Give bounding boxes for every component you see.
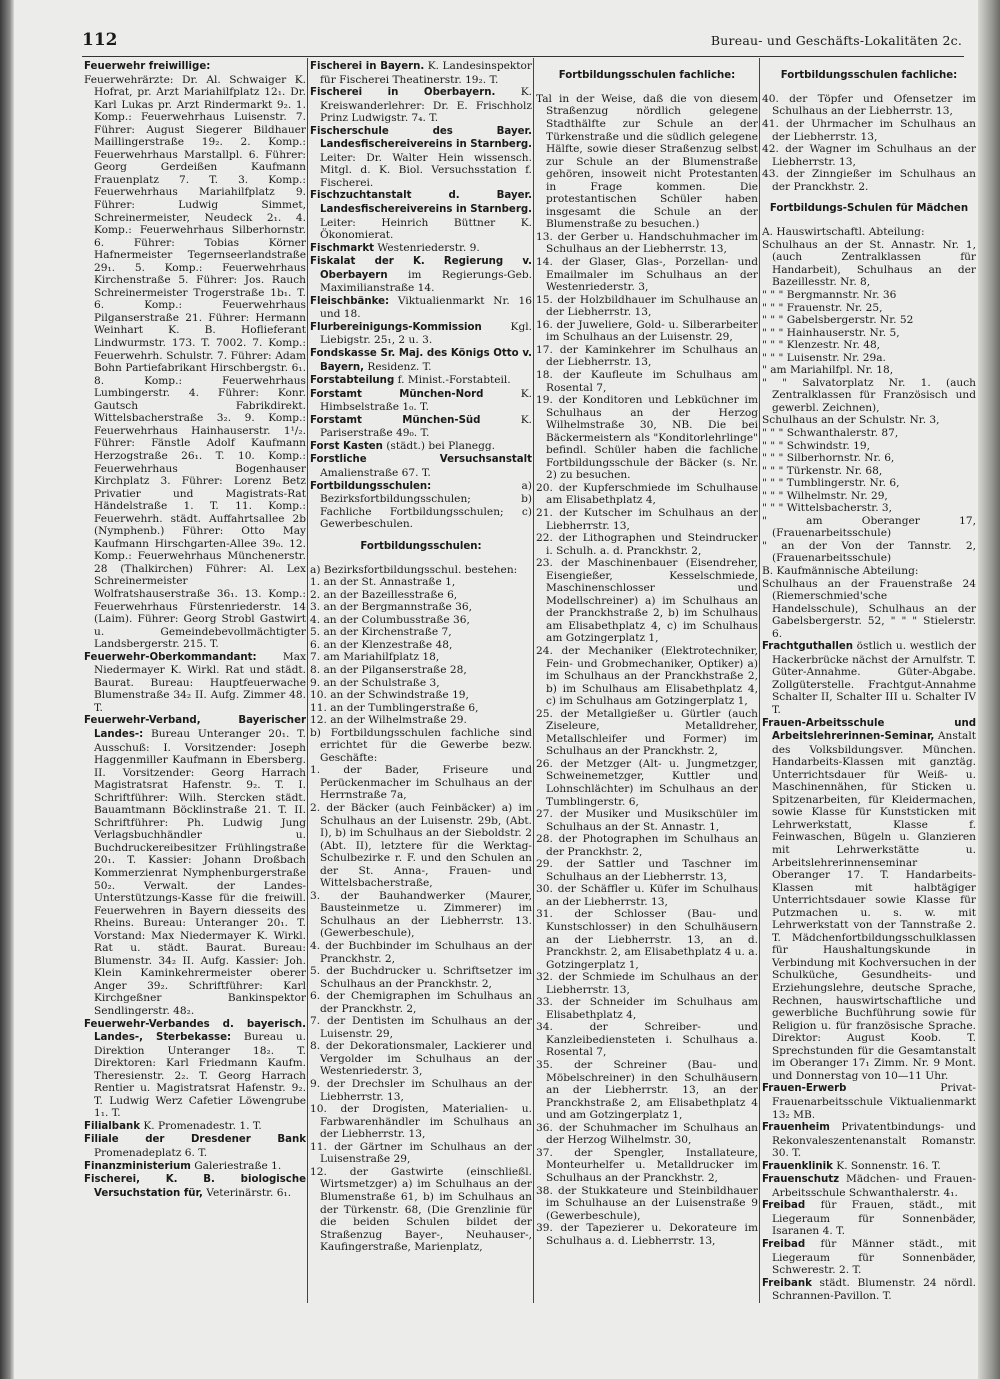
directory-entry bbox=[762, 118, 976, 143]
directory-entry bbox=[762, 1173, 976, 1199]
directory-entry bbox=[536, 231, 758, 256]
entry-text: " " " Wittelsbacherstr. 3, bbox=[762, 502, 893, 515]
entry-text: 22. der Lithographen und Steindrucker i. Schulh. a. d. Pranckhstr. 2, bbox=[536, 532, 758, 557]
directory-entry bbox=[84, 74, 306, 651]
entry-text: 8. an der Pilganserstraße 28, bbox=[310, 663, 467, 676]
entry-text: Schulhaus an der St. Annastr. Nr. 1, (auch Zentralklassen für Handarbeit), Schulhaus an der Bazeillesstr. Nr. 8, bbox=[762, 238, 976, 289]
directory-entry bbox=[536, 394, 758, 482]
directory-entry bbox=[536, 996, 758, 1021]
directory-entry bbox=[310, 255, 532, 295]
directory-entry bbox=[310, 601, 532, 614]
directory-entry bbox=[310, 440, 532, 454]
directory-entry bbox=[536, 1185, 758, 1223]
directory-entry bbox=[762, 1199, 976, 1238]
directory-entry bbox=[310, 965, 532, 990]
entry-text: 5. an der Kirchenstraße 7, bbox=[310, 626, 452, 639]
directory-entry bbox=[762, 1082, 976, 1121]
directory-entry bbox=[536, 758, 758, 808]
entry-text: Schulhaus an der Schulstr. Nr. 3, bbox=[762, 414, 940, 427]
directory-entry bbox=[536, 93, 758, 231]
entry-text: (städt.) bei Planegg. bbox=[382, 439, 495, 452]
entry-heading: Fortbildungsschulen: bbox=[310, 480, 432, 492]
entry-text: Galeriestraße 1. bbox=[190, 1159, 282, 1172]
directory-entry bbox=[762, 143, 976, 168]
text-column-3 bbox=[536, 60, 758, 1360]
directory-entry bbox=[84, 1018, 306, 1120]
section-heading bbox=[762, 70, 976, 83]
entry-text: 12. an der Wilhelmstraße 29. bbox=[310, 714, 467, 727]
directory-entry bbox=[762, 578, 976, 641]
directory-entry bbox=[310, 242, 532, 256]
directory-entry bbox=[310, 651, 532, 664]
entry-text: a) Bezirksfortbildungsschulen; b) Fachliche Fortbildungsschulen; c) Gewerbeschulen. bbox=[320, 479, 532, 531]
entry-heading: Fleischbänke: bbox=[310, 295, 390, 307]
entry-heading: Fortbildungsschulen: bbox=[360, 540, 482, 552]
entry-text: Leiter: Dr. Walter Hein wissensch. Mitgl. d. K. Biol. Versuchsstation f. Fischerei. bbox=[320, 151, 532, 189]
entry-text: " " " Klenzestr. Nr. 48, bbox=[762, 339, 881, 352]
directory-entry bbox=[310, 639, 532, 652]
page-number: 112 bbox=[82, 30, 118, 50]
entry-text: Max Niedermayer K. Wirkl. Rat und städt. Baurat. Bureau: Hauptfeuerwache Blumenstraße 34₂ II. Aufg. Zimmer 48. T. bbox=[94, 650, 306, 714]
entry-text: 10. an der Schwindstraße 19, bbox=[310, 689, 469, 702]
directory-entry bbox=[762, 302, 976, 315]
directory-entry bbox=[536, 344, 758, 369]
running-head: Bureau- und Geschäfts-Lokalitäten 2c. bbox=[710, 33, 962, 48]
entry-text: " am Mariahilfpl. Nr. 18, bbox=[762, 364, 894, 377]
entry-text: 4. der Buchbinder im Schulhaus an der Pranckhstr. 2, bbox=[310, 940, 532, 965]
entry-heading: Forstamt München-Süd bbox=[310, 414, 481, 426]
entry-text: 4. an der Columbusstraße 36, bbox=[310, 613, 470, 626]
directory-entry bbox=[310, 589, 532, 602]
entry-text: 8. der Dekorationsmaler, Lackierer und Vergolder im Schulhaus an der Westenriederstr. 3, bbox=[310, 1040, 532, 1078]
entry-text: 30. der Schäffler u. Küfer im Schulhaus an der Liebherrstr. 13, bbox=[536, 883, 758, 908]
directory-entry bbox=[84, 651, 306, 715]
entry-heading: Fortbildungsschulen fachliche: bbox=[780, 70, 958, 82]
directory-entry bbox=[762, 502, 976, 515]
entry-text: 24. der Mechaniker (Elektrotechniker, Fein- und Grobmechaniker, Optiker) a) im Schulhaus an der Pranckhstraße 2, b) im Schulhaus am Elisabethplatz 4, c) im Schulhaus am Gotzingerplatz 1, bbox=[536, 644, 758, 708]
entry-text: b) Fortbildungsschulen fachliche sind errichtet für die Gewerbe bezw. Geschäfte: bbox=[310, 726, 532, 764]
directory-entry bbox=[310, 626, 532, 639]
entry-text: " " " Hainhauserstr. Nr. 5, bbox=[762, 326, 900, 339]
entry-text: " " " Silberhornstr. Nr. 6, bbox=[762, 452, 895, 465]
entry-text: 29. der Sattler und Taschner im Schulhaus an der Liebherrstr. 13, bbox=[536, 858, 758, 883]
entry-text: 1. an der St. Annastraße 1, bbox=[310, 576, 456, 589]
directory-entry bbox=[762, 289, 976, 302]
directory-entry bbox=[310, 86, 532, 125]
entry-text: K. Landesinspektor für Fischerei Theatinerstr. 19₂. T. bbox=[320, 60, 532, 86]
entry-text: Feuerwehrärzte: Dr. Al. Schwaiger K. Hofrat, pr. Arzt Mariahilfplatz 12₁. Dr. Karl Lukas pr. Arzt Rindermarkt 9₂. 1. Komp.: Feuerwehrhaus Luisenstr. 7. Führer: August Siegerer Bildhauer Maillingerstraße 19₂. 2. Komp.: Feuerwehrhaus Marstallpl. 6. Führer: Georg Gerdeißen Kaufmann Frauenplatz 7. T. 3. Komp.: Feuerwehrhaus Mariahilfplatz 9. Führer: Ludwig Simmet, Schreinermeister, Neudeck 2₁. 4. Komp.: Feuerwehrhaus Silberhornstr. 6. Führer: Tobias Körner Hafnermeister Tegernseerlandstraße 29₁. 5. Komp.: Feuerwehrhaus Kirchenstraße 5. Führer: Jos. Rauch Schreinermeister Trogerstraße 1b₁. T. 6. Komp.: Feuerwehrhaus Pilganserstraße 21. Führer: Hermann Weinhart K. B. Hoflieferant Lindwurmstr. 173. T. 7002. 7. Komp.: Feuerwehrh. Schulstr. 7. Führer: Adam Bohn Partiefabrikant Hirschbergstr. 6₁. 8. Komp.: Feuerwehrhaus Lumbingerstr. 4. Führer: Konr. Gautsch Fabrikdirekt. Wittelsbacherstraße 3₂. 9. Komp.: Feuerwehrhaus Hainhauserstr. 1¹/₂. Führer: Fänstle Adolf Kaufmann Herzogstraße 26₁. T. 10. Komp.: Feuerwehrhaus Bogenhauser Kirchplatz 3. Führer: Lorenz Betz Privatier und Magistrats-Rat Händelstraße 1. T. 11. Komp.: Feuerwehrh. städt. Auffahrtsallee 2b (Nymphenb.) Führer: Otto May Kaufmann Hirschgarten-Allee 39₀. 12. Komp.: Feuerwehrhaus Münchenerstr. 28 (Thalkirchen) Führer: Al. Lex Schreinermeister Wolfratshauserstraße 36₁. 13. Komp.: Feuerwehrhaus Fürstenriederstr. 14 (Laim). Führer: Georg Strobl Gastwirt u. Gemeindebevollmächtigter Landsbergerstr. 215. T. bbox=[84, 73, 306, 651]
directory-entry bbox=[84, 60, 306, 74]
entry-text: 2. der Bäcker (auch Feinbäcker) a) im Schulhaus an der Luisenstr. 29b, (Abt. I), b) im Schulhaus an der Sieboldstr. 2 (Abt. II), letztere für die Werktag-Schulbezirke r. F. und den Schulen an der St. Anna-, Frauen- und Wittelsbacherstraße, bbox=[310, 802, 532, 890]
entry-heading: Fortbildungsschulen fachliche: bbox=[558, 70, 736, 82]
entry-heading: Freibad bbox=[762, 1238, 806, 1250]
entry-heading: Forstliche Versuchsanstalt bbox=[310, 454, 532, 466]
directory-entry bbox=[310, 480, 532, 531]
entry-text: Anstalt des Volksbildungsver. München. Handarbeits-Klassen mit ganztäg. Unterrichtsdauer für Weiß- u. Maschinennähen, für Sticken u. Spitzenarbeiten, für Kleidermachen, sowie Klasse für Kunststicken mit Lehrwerkstatt, Klasse f. Feinwaschen, Bügeln u. Glanzieren mit Lehrwerkstätte u. Arbeitslehrerinnenseminar Oberanger 17. T. Handarbeits-Klassen mit halbtägiger Unterrichtsdauer sowie Klasse für Putzmachen u. s. w. mit Lehrwerkstatt von der Tannstraße 2. T. Mädchenfortbildungsschulklassen für Haushaltungskunde in Verbindung mit Kochversuchen in der Schulküche, Gesundheits- und Erziehungslehre, deutsche Sprache, Rechnen, hauswirtschaftliche und gewerbliche Buchführung sowie für Religion u. für französische Sprache. Direktor: August Koob. T. Sprechstunden für die Gesamtanstalt im Oberanger 17₁ Zimm. Nr. 9 Mont. und Donnerstag von 10—11 Uhr. bbox=[772, 730, 976, 1082]
entry-heading: Frauenklinik bbox=[762, 1160, 833, 1172]
entry-text: 9. an der Schulstraße 3, bbox=[310, 676, 440, 689]
entry-text: 2. an der Bazeillesstraße 6, bbox=[310, 588, 458, 601]
entry-text: " " " Türkenstr. Nr. 68, bbox=[762, 464, 883, 477]
directory-entry bbox=[762, 477, 976, 490]
directory-entry bbox=[310, 564, 532, 577]
directory-entry bbox=[84, 1160, 306, 1174]
entry-text: K. Kreiswanderlehrer: Dr. E. Frischholz Prinz Ludwigstr. 7₄. T. bbox=[320, 86, 532, 125]
entry-text: 14. der Glaser, Glas-, Porzellan- und Emailmaler im Schulhaus an der Westenriederstr. 3, bbox=[536, 256, 758, 294]
directory-entry bbox=[762, 314, 976, 327]
entry-text: " " Salvatorplatz Nr. 1. (auch Zentralklassen für Französisch und gewerbl. Zeichnen), bbox=[762, 376, 976, 414]
directory-entry bbox=[536, 319, 758, 344]
header-rule bbox=[82, 56, 964, 57]
entry-text: 27. der Musiker und Musikschüler im Schulhaus an der St. Annastr. 1, bbox=[536, 808, 758, 833]
entry-text: 33. der Schneider im Schulhaus am Elisabethplatz 4, bbox=[536, 996, 758, 1021]
entry-heading: Frauen-Erwerb bbox=[762, 1083, 847, 1095]
directory-entry bbox=[536, 883, 758, 908]
directory-entry bbox=[762, 1121, 976, 1160]
directory-entry bbox=[536, 808, 758, 833]
directory-entry bbox=[536, 708, 758, 758]
entry-heading: Fischerei in Bayern. bbox=[310, 61, 425, 72]
entry-text: a) Bezirksfortbildungsschul. bestehen: bbox=[310, 563, 518, 576]
directory-entry bbox=[84, 714, 306, 1017]
column-rule bbox=[533, 58, 534, 1303]
entry-heading: Fortbildungs-Schulen für Mädchen bbox=[769, 203, 969, 215]
entry-text: Privatentbindungs- und Rekonvaleszentenanstalt Romanstr. 30. T. bbox=[772, 1121, 976, 1160]
entry-heading: Fondskasse Sr. Maj. des Königs Otto v. Bayern, bbox=[310, 348, 532, 373]
directory-entry bbox=[310, 453, 532, 479]
entry-text: Westenriederstr. 9. bbox=[373, 241, 480, 254]
entry-text: Bureau u. Direktion Unteranger 18₂. T. Direktoren: Karl Friedmann Kaufm. Theresienstr. 2₂. T. Georg Harrach Rentier u. Magistratsrat Hafenstr. 9₂. T. Ludwig Werz Cafetier Löwengrube 1₁. T. bbox=[94, 1031, 306, 1120]
directory-entry bbox=[310, 890, 532, 940]
directory-entry bbox=[762, 452, 976, 465]
entry-heading: Forst Kasten bbox=[310, 440, 383, 452]
directory-entry bbox=[84, 1133, 306, 1159]
directory-entry bbox=[84, 1173, 306, 1200]
entry-text: " " " Tumblingerstr. Nr. 6, bbox=[762, 477, 900, 490]
directory-entry bbox=[762, 640, 976, 716]
entry-text: 25. der Metallgießer u. Gürtler (auch Ziseleure, Metalldreher, Metallschleifer und Former) im Schulhaus an der Pranckhstr. 2, bbox=[536, 707, 758, 758]
page-edge bbox=[978, 0, 1000, 1379]
directory-entry bbox=[762, 352, 976, 365]
directory-entry bbox=[536, 908, 758, 971]
entry-text: Schulhaus an der Frauenstraße 24 (Riemerschmied'sche Handelsschule), Schulhaus an der Gabelsbergerstr. 52, " " " Stielerstr. 6. bbox=[762, 577, 976, 640]
entry-heading: Flurbereinigungs-Kommission bbox=[310, 321, 482, 333]
entry-text: östlich u. westlich der Hackerbrücke nächst der Arnulfstr. T. Güter-Annahme. Güter-Abgabe. Zollgüterstelle. Frachtgut-Annahme Schalter II, Schalter III u. Schalter IV T. bbox=[772, 640, 976, 716]
entry-text: 10. der Drogisten, Materialien- u. Farbwarenhändler im Schulhaus an der Liebherrstr. 13, bbox=[310, 1103, 532, 1141]
entry-text: 11. der Gärtner im Schulhaus an der Luisenstraße 29, bbox=[310, 1140, 532, 1166]
directory-entry bbox=[536, 1222, 758, 1247]
directory-entry bbox=[536, 256, 758, 294]
entry-heading: Freibad bbox=[762, 1200, 806, 1212]
directory-entry bbox=[310, 689, 532, 702]
entry-text: " " " Schwindstr. 19, bbox=[762, 439, 870, 452]
page-header bbox=[82, 30, 962, 52]
entry-text: " am Oberanger 17, (Frauenarbeitsschule) bbox=[762, 514, 976, 540]
directory-entry bbox=[762, 490, 976, 503]
directory-entry bbox=[536, 971, 758, 996]
entry-text: 34. der Schreiber- und Kanzleibediensteten i. Schulhaus a. Rosental 7, bbox=[536, 1021, 758, 1059]
section-heading bbox=[536, 70, 758, 83]
entry-text: 28. der Photographen im Schulhaus an der Pranckhstr. 2, bbox=[536, 833, 758, 858]
directory-entry bbox=[762, 414, 976, 427]
entry-heading: Fischmarkt bbox=[310, 242, 374, 254]
directory-entry bbox=[762, 515, 976, 540]
entry-heading: Frachtguthallen bbox=[762, 641, 854, 653]
entry-text: 39. der Tapezierer u. Dekorateure im Schulhaus a. d. Liebherrstr. 13, bbox=[536, 1222, 758, 1247]
entry-text: 43. der Zinngießer im Schulhaus an der Pranckhstr. 2. bbox=[762, 168, 976, 193]
section-heading bbox=[310, 541, 532, 554]
directory-entry bbox=[762, 239, 976, 289]
entry-text: 16. der Juweliere, Gold- u. Silberarbeiter im Schulhaus an der Luisenstr. 29, bbox=[536, 318, 758, 344]
entry-heading: Fiskalat der K. Regierung v. Oberbayern bbox=[310, 256, 532, 281]
entry-text: Residenz. T. bbox=[364, 360, 432, 373]
entry-heading: Feuerwehr freiwillige: bbox=[84, 61, 211, 72]
directory-entry bbox=[536, 858, 758, 883]
entry-text: 42. der Wagner im Schulhaus an der Liebherrstr. 13, bbox=[762, 143, 976, 168]
entry-text: Veterinärstr. 6₁. bbox=[202, 1186, 292, 1199]
entry-text: K. Promenadestr. 1. T. bbox=[140, 1119, 262, 1132]
entry-text: 19. der Konditoren und Lebküchner im Schulhaus an der Herzog Wilhelmstraße 30, NB. Die bei Bäckermeistern als "Konditorlehrlinge" befindl. Schüler haben die fachliche Fortbildungsschule der Bäcker (s. Nr. 2) zu besuchen. bbox=[536, 394, 758, 482]
directory-entry bbox=[536, 294, 758, 319]
entry-heading: Filiale der Dresdener Bank bbox=[84, 1134, 306, 1146]
entry-text: städt. Blumenstr. 24 nördl. Schrannen-Pavillon. T. bbox=[772, 1276, 976, 1303]
directory-entry bbox=[310, 764, 532, 802]
directory-entry bbox=[762, 540, 976, 565]
entry-text: Kgl. Liebigstr. 25₁, 2 u. 3. bbox=[320, 320, 532, 347]
directory-entry bbox=[762, 339, 976, 352]
entry-text: K. Sonnenstr. 16. T. bbox=[832, 1159, 941, 1172]
directory-entry bbox=[310, 677, 532, 690]
directory-entry bbox=[310, 1078, 532, 1103]
directory-entry bbox=[310, 576, 532, 589]
entry-text: 9. der Drechsler im Schulhaus an der Liebherrstr. 13, bbox=[310, 1078, 532, 1103]
directory-entry bbox=[536, 1021, 758, 1059]
entry-text: 5. der Buchdrucker u. Schriftsetzer im Schulhaus an der Pranckhstr. 2, bbox=[310, 965, 532, 990]
entry-text: 41. der Uhrmacher im Schulhaus an der Liebherrstr. 13, bbox=[762, 118, 976, 143]
entry-text: 35. der Schreiner (Bau- und Möbelschreiner) in den Schulhäusern an der Liebherrstr. 13, an der Pranckhstraße 2, am Elisabethplatz 4 und am Gotzingerplatz 1, bbox=[536, 1059, 758, 1122]
directory-entry bbox=[310, 1166, 532, 1254]
directory-entry bbox=[762, 364, 976, 377]
entry-text: Mädchen- und Frauen-Arbeitsschule Schwanthalerstr. 4₁. bbox=[772, 1173, 976, 1199]
entry-text: 40. der Töpfer und Ofensetzer im Schulhaus an der Liebherrstr. 13, bbox=[762, 92, 976, 118]
entry-heading: Fischerei in Oberbayern. bbox=[310, 87, 496, 99]
entry-heading: Freibank bbox=[762, 1277, 812, 1289]
directory-entry bbox=[310, 802, 532, 890]
entry-text: 21. der Kutscher im Schulhaus an der Liebherrstr. 13, bbox=[536, 506, 758, 532]
directory-entry bbox=[310, 1141, 532, 1166]
text-column-1 bbox=[84, 60, 306, 1360]
directory-entry bbox=[536, 1122, 758, 1147]
entry-text: 6. an der Klenzestraße 48, bbox=[310, 638, 453, 651]
entry-heading: Fischzuchtanstalt d. Bayer. Landesfischereivereins in Starnberg. bbox=[310, 190, 532, 216]
entry-text: Leiter: Heinrich Büttner K. Ökonomierat. bbox=[320, 216, 532, 242]
directory-entry bbox=[310, 664, 532, 677]
entry-text: B. Kaufmännische Abteilung: bbox=[762, 564, 919, 577]
text-column-4 bbox=[762, 60, 976, 1360]
directory-entry bbox=[762, 226, 976, 239]
entry-text: A. Hauswirtschaftl. Abteilung: bbox=[762, 226, 925, 239]
directory-entry bbox=[310, 1103, 532, 1141]
directory-entry bbox=[310, 321, 532, 347]
entry-text: 36. der Schuhmacher im Schulhaus an der Herzog Wilhelmstr. 30, bbox=[536, 1121, 758, 1147]
directory-entry bbox=[310, 388, 532, 414]
column-rule bbox=[759, 58, 760, 1303]
entry-text: 38. der Stukkateure und Steinbildhauer im Schulhause an der Luisenstraße 9 (Gewerbeschule), bbox=[536, 1184, 758, 1222]
entry-text: Viktualienmarkt Nr. 16 und 18. bbox=[320, 294, 532, 321]
entry-text: 1. der Bader, Friseure und Perückenmacher im Schulhaus an der Herrnstraße 7a, bbox=[310, 764, 532, 802]
section-heading bbox=[762, 203, 976, 216]
directory-entry bbox=[310, 714, 532, 727]
entry-text: 3. der Bauhandwerker (Maurer, Bausteinmetze u. Zimmerer) im Schulhaus an der Liebherrstr. 13. (Gewerbeschule), bbox=[310, 889, 532, 940]
directory-entry bbox=[536, 532, 758, 557]
directory-entry bbox=[762, 465, 976, 478]
entry-text: Promenadeplatz 6. T. bbox=[94, 1147, 208, 1160]
directory-entry bbox=[762, 1238, 976, 1277]
entry-heading: Fischerei, K. B. biologische Versuchstation für, bbox=[84, 1174, 306, 1199]
entry-text: 26. der Metzger (Alt- u. Jungmetzger, Schweinemetzger, Kuttler und Lohnschlächter) im Schulhaus an der Tumblingerstr. 6, bbox=[536, 757, 758, 808]
entry-text: 7. der Dentisten im Schulhaus an der Luisenstr. 29, bbox=[310, 1015, 532, 1040]
directory-entry bbox=[536, 482, 758, 507]
entry-text: 11. an der Tumblingerstraße 6, bbox=[310, 701, 479, 714]
entry-text: Bureau Unteranger 20₁. T. Ausschuß: I. Vorsitzender: Joseph Haggenmiller Kaufmann in Ebersberg. II. Vorsitzender: Georg Harrach Magistratsrat Hafenstr. 9₂. T. I. Schriftführer: Wilh. Stercken städt. Bauamtmann Böcklinstraße 21. T. II. Schriftführer: Ph. Ludwig Jung Verlagsbuchhändler u. Buchdruckereibesitzer Frühlingstraße 20₁. T. Kassier: Johann Droßbach Kommerzienrat Nymphenburgerstraße 50₂. Verwalt. der Landes-Unterstützungs-Kasse für die freiwill. Feuerwehren in Bayern diesseits des Rheins. Bureau: Unteranger 20₁. T. Vorstand: Max Niedermayer K. Wirkl. Rat u. städt. Baurat. Bureau: Blumenstr. 34₂ II. Aufg. Kassier: Joh. Klein Kaminkehrermeister oberer Anger 39₂. Schriftführer: Karl Kirchgeßner Bankinspektor Sendlingerstr. 48₂. bbox=[94, 727, 306, 1018]
entry-text: 3. an der Bergmannstraße 36, bbox=[310, 601, 473, 614]
entry-text: Tal in der Weise, daß die von diesem Straßenzug nördlich gelegene Stadthälfte zur Schule an der Türkenstraße und die südlich gelegene Hälfte, sowie dieser Straßenzug selbst zur Schule an der Blumenstraße gehören, insoweit nicht Protestanten in Frage kommen. Die protestantischen Schüler haben insgesamt die Schule an der Blumenstraße zu besuchen.) bbox=[536, 92, 758, 231]
directory-entry bbox=[536, 369, 758, 394]
text-column-2 bbox=[310, 60, 532, 1360]
entry-text: 13. der Gerber u. Handschuhmacher im Schulhaus an der Liebherrstr. 13, bbox=[536, 230, 758, 256]
directory-entry bbox=[536, 833, 758, 858]
directory-entry bbox=[762, 1160, 976, 1174]
book-gutter bbox=[0, 0, 14, 1379]
entry-text: " an der Von der Tannstr. 2, (Frauenarbeitsschule) bbox=[762, 539, 976, 565]
entry-heading: Forstabteilung bbox=[310, 375, 395, 387]
entry-text: 7. am Mariahilfplatz 18, bbox=[310, 651, 440, 664]
directory-entry bbox=[536, 507, 758, 532]
entry-text: für Männer städt., mit Liegeraum für Sonnenbäder, Schwerestr. 2. T. bbox=[772, 1237, 976, 1277]
entry-text: 18. der Kaufleute im Schulhaus am Rosental 7, bbox=[536, 368, 758, 394]
directory-entry bbox=[310, 374, 532, 388]
directory-entry bbox=[762, 377, 976, 415]
directory-entry bbox=[536, 645, 758, 708]
entry-text: 17. der Kaminkehrer im Schulhaus an der Liebherrstr. 13, bbox=[536, 343, 758, 369]
directory-entry bbox=[310, 347, 532, 374]
directory-entry bbox=[310, 727, 532, 765]
directory-entry bbox=[310, 940, 532, 965]
entry-text: " " " Gabelsbergerstr. Nr. 52 bbox=[762, 314, 914, 327]
column-rule bbox=[307, 58, 308, 1303]
entry-text: K. Pariserstraße 49₀. T. bbox=[320, 413, 532, 440]
entry-text: im Regierungs-Geb. Maximilianstraße 14. bbox=[320, 268, 532, 295]
directory-entry bbox=[310, 990, 532, 1015]
directory-entry bbox=[310, 295, 532, 321]
entry-heading: Finanzministerium bbox=[84, 1160, 191, 1172]
entry-text: 23. der Maschinenbauer (Eisendreher, Eisengießer, Kesselschmiede, Maschinenschlosser und Modellschreiner) a) im Schulhaus an der Pranckhstraße 2, b) im Schulhaus am Elisabethplatz 4, c) im Schulhaus am Gotzingerplatz 1, bbox=[536, 557, 758, 645]
entry-text: K. Himbselstraße 1₀. T. bbox=[320, 387, 532, 414]
directory-entry bbox=[762, 717, 976, 1083]
entry-text: 31. der Schlosser (Bau- und Kunstschlosser) in den Schulhäusern an der Liebherrstr. 13, an d. Pranckhstr. 2, am Elisabethplatz 4 u. a. Gotzingerplatz 1, bbox=[536, 908, 758, 971]
entry-heading: Feuerwehr-Verbandes d. bayerisch. Landes-, Sterbekasse: bbox=[84, 1018, 306, 1044]
directory-entry bbox=[762, 440, 976, 453]
directory-entry bbox=[310, 414, 532, 440]
entry-text: " " " Wilhelmstr. Nr. 29, bbox=[762, 489, 888, 502]
directory-entry bbox=[762, 1277, 976, 1303]
directory-entry bbox=[310, 1040, 532, 1078]
entry-text: f. Minist.-Forstabteil. bbox=[394, 374, 511, 387]
directory-entry bbox=[762, 168, 976, 193]
entry-text: " " " Luisenstr. Nr. 29a. bbox=[762, 351, 886, 364]
directory-entry bbox=[310, 60, 532, 86]
entry-heading: Feuerwehr-Verband, Bayerischer Landes-: bbox=[84, 715, 306, 740]
directory-entry bbox=[762, 93, 976, 118]
entry-text: für Frauen, städt., mit Liegeraum für Sonnenbäder, Isaranen 4. T. bbox=[772, 1199, 976, 1238]
entry-heading: Forstamt München-Nord bbox=[310, 388, 484, 400]
directory-entry bbox=[84, 1120, 306, 1134]
entry-text: Amalienstraße 67. T. bbox=[320, 466, 431, 479]
directory-entry bbox=[310, 1015, 532, 1040]
entry-heading: Frauenheim bbox=[762, 1122, 830, 1134]
directory-entry bbox=[536, 557, 758, 645]
entry-text: " " " Bergmannstr. Nr. 36 bbox=[762, 288, 897, 301]
entry-heading: Frauen-Arbeitsschule und Arbeitslehrerinnen-Seminar, bbox=[762, 717, 976, 743]
directory-entry bbox=[762, 327, 976, 340]
entry-text: Privat-Frauenarbeitsschule Viktualienmarkt 13₂ MB. bbox=[772, 1082, 976, 1121]
entry-text: 32. der Schmiede im Schulhaus an der Liebherrstr. 13, bbox=[536, 971, 758, 996]
entry-text: 12. der Gastwirte (einschließl. Wirtsmetzger) a) im Schulhaus an der Blumenstraße 61, b) im Schulhaus an der Türkenstr. 68, (Die Grenzlinie für die beiden Schulen bildet der Straßenzug Bayer-, Neuhauser-, Kaufingerstraße, Marienplatz, bbox=[310, 1165, 532, 1254]
directory-entry bbox=[310, 614, 532, 627]
entry-heading: Fischerschule des Bayer. Landesfischereivereins in Starnberg. bbox=[310, 125, 532, 151]
entry-text: 15. der Holzbildhauer im Schulhause an der Liebherrstr. 13, bbox=[536, 293, 758, 319]
directory-entry bbox=[536, 1059, 758, 1122]
entry-text: 20. der Kupferschmiede im Schulhause am Elisabethplatz 4, bbox=[536, 481, 758, 507]
entry-heading: Frauenschutz bbox=[762, 1174, 840, 1186]
entry-text: 37. der Spengler, Installateure, Monteurhelfer u. Metalldrucker im Schulhaus an der Pranckhstr. 2, bbox=[536, 1146, 758, 1184]
entry-heading: Filialbank bbox=[84, 1120, 140, 1132]
directory-entry bbox=[762, 427, 976, 440]
directory-entry bbox=[310, 189, 532, 241]
entry-text: 6. der Chemigraphen im Schulhaus an der Pranckhstr. 2, bbox=[310, 990, 532, 1015]
entry-text: " " " Schwanthalerstr. 87, bbox=[762, 426, 899, 439]
directory-entry bbox=[310, 702, 532, 715]
entry-text: " " " Frauenstr. Nr. 25, bbox=[762, 301, 883, 314]
directory-entry bbox=[310, 125, 532, 190]
directory-entry bbox=[762, 565, 976, 578]
entry-heading: Feuerwehr-Oberkommandant: bbox=[84, 651, 257, 663]
directory-entry bbox=[536, 1147, 758, 1185]
